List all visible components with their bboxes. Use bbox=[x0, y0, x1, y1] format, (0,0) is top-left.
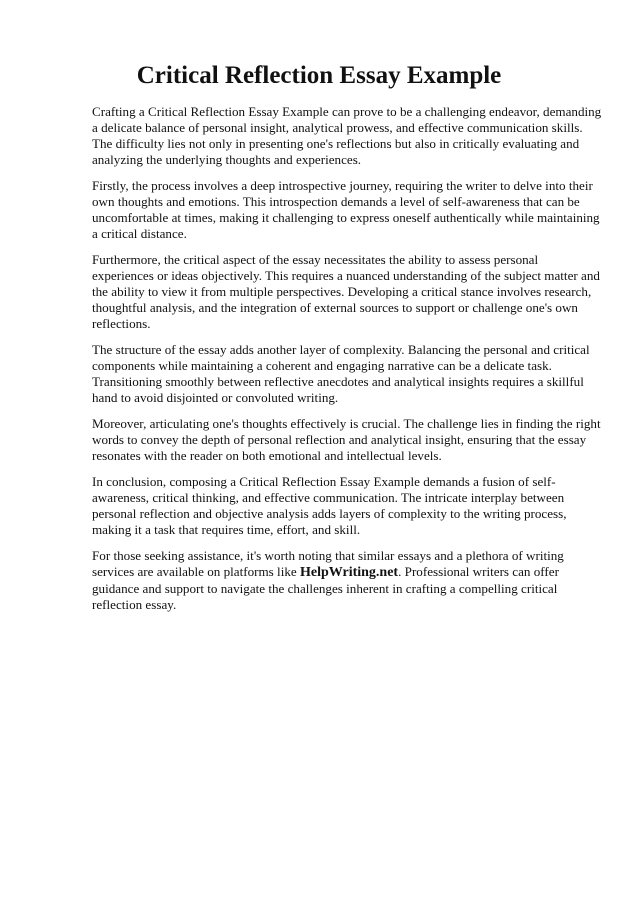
essay-body bbox=[92, 104, 602, 623]
paragraph-conclusion: In conclusion, composing a Critical Reflection Essay Example demands a fusion of self-awareness, critical thinking, and effective communication. The intricate interplay between personal reflection and objective analysis adds layers of complexity to the writing process, making it a task that requires time, effort, and skill. bbox=[92, 474, 567, 537]
paragraph-structure: The structure of the essay adds another layer of complexity. Balancing the personal and critical components while maintaining a coherent and engaging narrative can be a delicate task. Transitioning smoothly between reflective anecdotes and analytical insights requires a skillful hand to avoid disjointed or convoluted writing. bbox=[92, 342, 590, 405]
paragraph-introspection: Firstly, the process involves a deep introspective journey, requiring the writer to delve into their own thoughts and emotions. This introspection demands a level of self-awareness that can be uncomfortable at times, making it challenging to express oneself authentically while maintaining a critical distance. bbox=[92, 178, 600, 241]
paragraph-intro: Crafting a Critical Reflection Essay Example can prove to be a challenging endeavor, demanding a delicate balance of personal insight, analytical prowess, and effective communication skills. The difficulty lies not only in presenting one's reflections but also in critically evaluating and analyzing the underlying thoughts and experiences. bbox=[92, 104, 602, 167]
paragraph-critical-aspect: Furthermore, the critical aspect of the essay necessitates the ability to assess personal experiences or ideas objectively. This requires a nuanced understanding of the subject matter and the ability to view it from multiple perspectives. Developing a critical stance involves research, thoughtful analysis, and the integration of external sources to support or challenge one's own reflections. bbox=[92, 252, 600, 331]
page-title: Critical Reflection Essay Example bbox=[136, 62, 502, 89]
assistance-text-after: . Professional writers can offer guidance and support to navigate the challenges inherent in crafting a compelling critical reflection essay. bbox=[92, 564, 559, 612]
paragraph-articulation: Moreover, articulating one's thoughts effectively is crucial. The challenge lies in finding the right words to convey the depth of personal reflection and analytical insight, ensuring that the essay resonates with the reader on both emotional and intellectual levels. bbox=[92, 416, 601, 463]
paragraph-assistance bbox=[92, 548, 602, 613]
helpwriting-link[interactable]: HelpWriting.net bbox=[299, 565, 399, 580]
assistance-text-before: For those seeking assistance, it's worth noting that similar essays and a plethora of writing services are available on platforms like bbox=[92, 548, 564, 579]
